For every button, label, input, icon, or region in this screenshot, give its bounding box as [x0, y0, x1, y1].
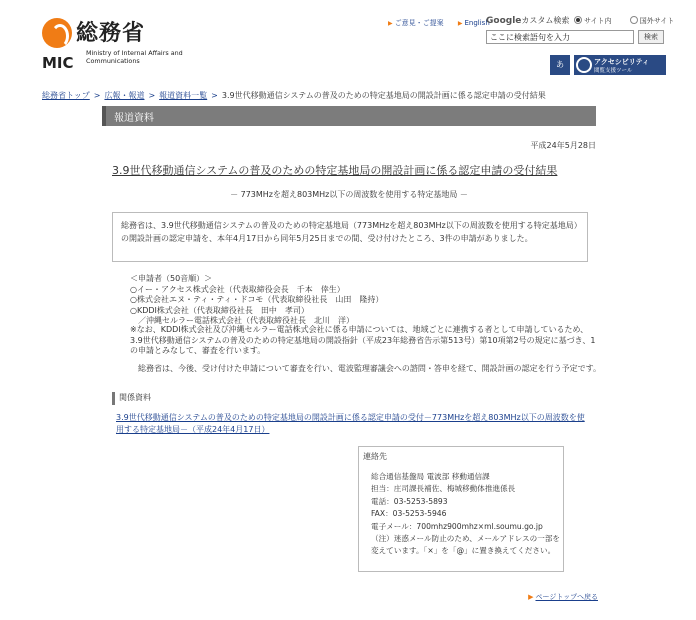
- list-item: ○KDDI株式会社（代表取締役社長 田中 孝司）: [130, 305, 309, 315]
- applicant-list: [130, 274, 610, 327]
- search-button[interactable]: 検索: [638, 30, 664, 44]
- opinion-link[interactable]: ご意見・ご提案: [394, 19, 444, 27]
- breadcrumb-press-list[interactable]: 報道資料一覧: [159, 91, 208, 100]
- site-logo[interactable]: [42, 14, 222, 76]
- search-scope: [574, 16, 690, 26]
- contact-lines: [371, 471, 561, 558]
- page-subtitle: － 773MHzを超え803MHz以下の周波数を使用する特定基地局 －: [230, 190, 468, 199]
- english-link[interactable]: English: [464, 19, 490, 27]
- contact-box: [358, 446, 564, 572]
- page-title: 3.9世代移動通信システムの普及のための特定基地局の開設計画に係る認定申請の受付結果: [112, 164, 558, 177]
- contact-line: （注）迷惑メール防止のため、メールアドレスの一部を変えています。「×」を「@」に置き換えてください。: [371, 534, 561, 556]
- accessibility-sublabel: 閲覧支援ツール: [594, 68, 633, 74]
- section-bar: [102, 106, 596, 126]
- breadcrumb-top[interactable]: 総務省トップ: [42, 91, 90, 100]
- applicant-header: ＜申請者（50音順）＞: [130, 274, 213, 283]
- list-item: ／沖縄セルラー電話株式会社（代表取締役社長 北川 洋）: [130, 316, 354, 325]
- contact-line: 電子メール：700mhz900mhz×ml.soumu.go.jp: [371, 521, 543, 531]
- breadcrumb-sep: >: [211, 91, 218, 100]
- closing-text: 総務省は、今後、受け付けた申請について審査を行い、電波監理審議会への諮問・答申を経て、開設計画の認定を行う予定です。: [138, 364, 602, 373]
- breadcrumb-press[interactable]: 広報・報道: [104, 91, 145, 100]
- contact-line: 総合通信基盤局 電波部 移動通信課: [371, 472, 490, 481]
- breadcrumb-sep: >: [148, 91, 156, 100]
- logo-name: 総務省: [76, 21, 146, 46]
- logo-english-name: Ministry of Internal Affairs and Communications: [86, 49, 183, 65]
- radio-on-icon: [574, 16, 582, 24]
- breadcrumb-sep: >: [93, 91, 101, 100]
- summary-box: [112, 212, 588, 262]
- contact-line: FAX：03-5253-5946: [371, 509, 447, 519]
- contact-line: 電話：03-5253-5893: [371, 496, 448, 506]
- release-date: 平成24年5月28日: [530, 141, 596, 150]
- accessibility-icon: [576, 57, 592, 73]
- related-document-link[interactable]: 3.9世代移動通信システムの普及のための特定基地局の開設計画に係る認定申請の受付－773MHzを超え803MHz以下の周波数を使用する特定基地局－（平成24年4月17日）: [116, 413, 585, 434]
- accessibility-label: アクセシビリティ: [594, 58, 650, 66]
- list-item: ○イー・アクセス株式会社（代表取締役会長 千本 倖生）: [130, 284, 345, 294]
- summary-text: 総務省は、3.9世代移動通信システムの普及のための特定基地局（773MHzを超え803MHz以下の周波数を使用する特定基地局）の開設計画の認定申請を、本年4月17日から同年5月25日までの間、受け付けたところ、3件の申請がありました。: [121, 221, 578, 243]
- font-size-icon[interactable]: あ: [550, 55, 570, 75]
- section-title: 報道資料: [114, 113, 154, 124]
- radio-off-icon: [630, 16, 638, 24]
- google-custom-search-label: [486, 15, 569, 26]
- google-suffix: カスタム検索: [521, 16, 570, 25]
- accessibility-tool-button[interactable]: [574, 55, 666, 75]
- page-top-link[interactable]: [528, 592, 598, 602]
- arrow-icon: ▶: [528, 593, 534, 601]
- arrow-icon: ▶: [388, 20, 393, 27]
- radio-external-label: 国外サイト: [639, 17, 675, 25]
- list-item: ○株式会社エヌ・ティ・ティ・ドコモ（代表取締役社長 山田 隆持）: [130, 295, 384, 304]
- google-brand: Google: [486, 16, 522, 26]
- header-nav: [388, 18, 502, 28]
- page-top-label: ページトップへ戻る: [535, 593, 598, 601]
- applicant-note: ※なお、KDDI株式会社及び沖縄セルラー電話株式会社に係る申請については、地域ごとに連携する者として申請しているため、3.9世代移動通信システムの普及のための特定基地局の開設指針（平成23年総務省告示第513号）第10項第2号の規定に基づき、1の申請とみなして、審査を行います。: [130, 325, 596, 355]
- arrow-icon: ▶: [457, 20, 463, 27]
- breadcrumb-current: 3.9世代移動通信システムの普及のための特定基地局の開設計画に係る認定申請の受付結果: [221, 91, 546, 100]
- related-heading: 関係資料: [112, 392, 592, 405]
- radio-site-label: サイト内: [584, 17, 612, 25]
- contact-line: 担当：庄司課長補佐、梅城移動体推進係長: [371, 484, 516, 494]
- logo-mic: MIC: [42, 54, 74, 72]
- search-input[interactable]: [486, 30, 634, 44]
- breadcrumb: [42, 90, 642, 101]
- radio-site[interactable]: [574, 17, 620, 25]
- radio-external[interactable]: [630, 17, 683, 25]
- mic-logo-icon: [42, 18, 72, 48]
- contact-title: 連絡先: [363, 452, 387, 461]
- site-header: [42, 10, 675, 84]
